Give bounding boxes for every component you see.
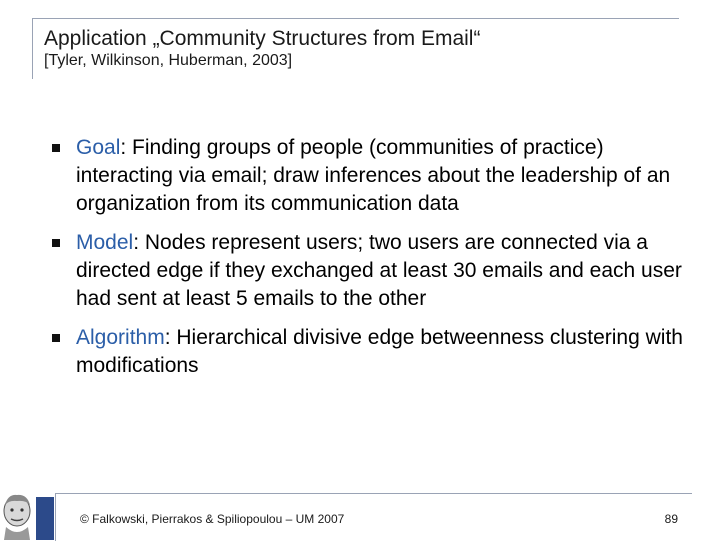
bullet-lead: Algorithm: [76, 326, 165, 349]
bullet-lead: Goal: [76, 136, 121, 159]
bullet-text: : Nodes represent users; two users are connected via a directed edge if they exchanged at least 30 emails and each user had sent at least 5 emails to the other: [76, 231, 682, 310]
bullet-text: : Finding groups of people (communities of practice) interacting via email; draw inferences about the leadership of an organization from its communication data: [76, 136, 671, 215]
footer-copyright: © Falkowski, Pierrakos & Spiliopoulou – UM 2007: [80, 512, 345, 526]
bullet-text: : Hierarchical divisive edge betweenness clustering with modifications: [76, 326, 683, 377]
university-logo-strip: [36, 497, 54, 540]
bullet-lead: Model: [76, 231, 134, 254]
slide-title: Application „Community Structures from Email“: [44, 27, 481, 50]
bullet-goal: [52, 134, 692, 218]
page-number: 89: [664, 512, 678, 526]
square-bullet-icon: [52, 144, 60, 152]
bullet-model: [52, 229, 692, 313]
bullet-list: [52, 134, 692, 391]
slide-subtitle: [Tyler, Wilkinson, Huberman, 2003]: [44, 52, 293, 69]
bullet-algorithm: [52, 324, 692, 380]
square-bullet-icon: [52, 334, 60, 342]
einstein-portrait-logo-icon: [0, 491, 34, 540]
square-bullet-icon: [52, 239, 60, 247]
